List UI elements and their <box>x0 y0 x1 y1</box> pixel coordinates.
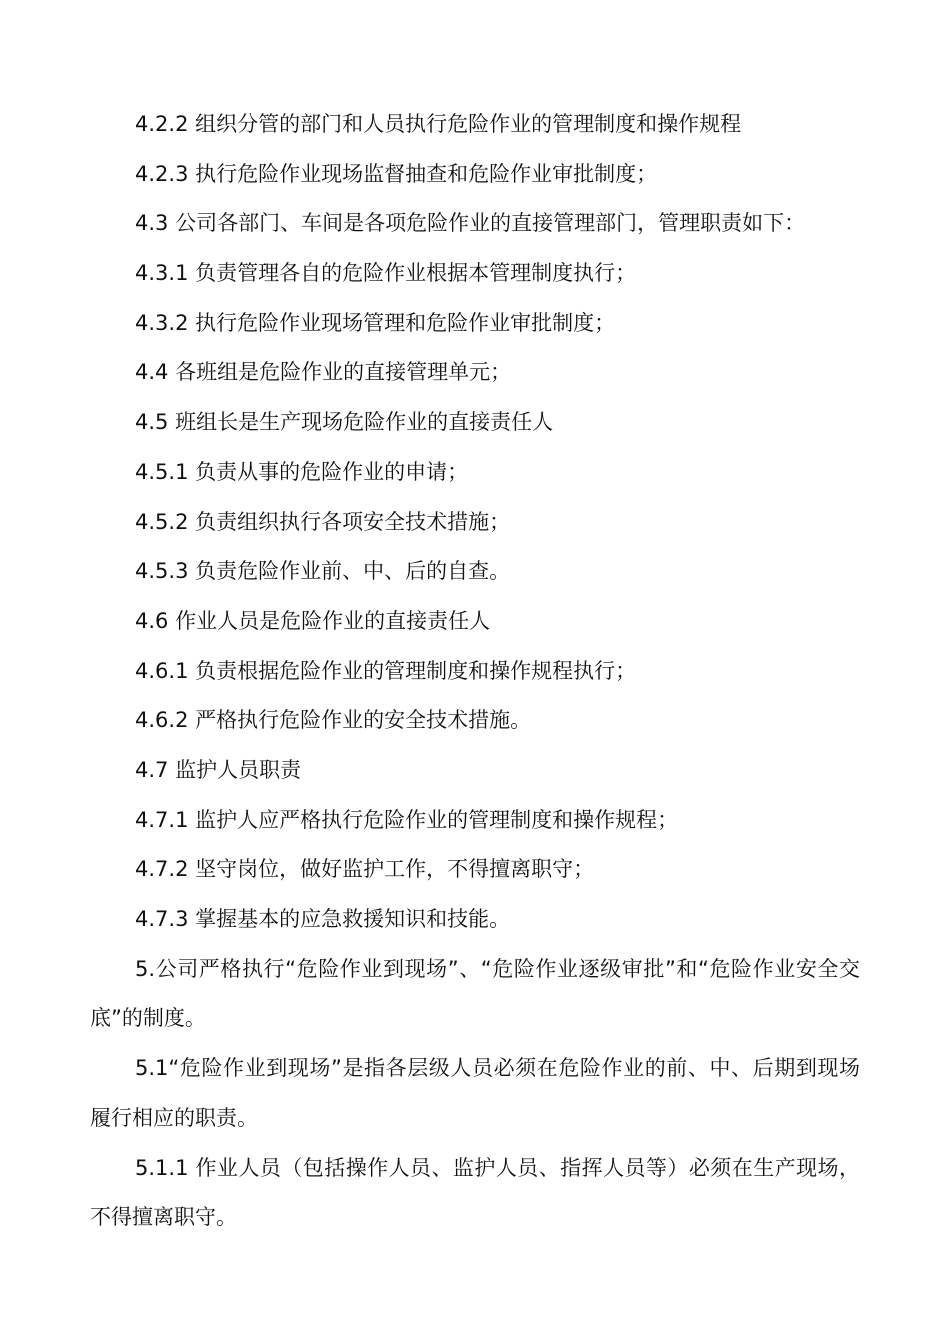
document-body <box>90 100 860 1243</box>
clause-4-7-2: 4.7.2 坚守岗位，做好监护工作，不得擅离职守； <box>135 857 595 882</box>
clause-4-7-3: 4.7.3 掌握基本的应急救援知识和技能。 <box>135 907 511 931</box>
clause-4-7-1: 4.7.1 监护人应严格执行危险作业的管理制度和操作规程； <box>135 807 679 832</box>
clause-4-3-2: 4.3.2 执行危险作业现场管理和危险作业审批制度； <box>135 310 616 335</box>
clause-4-2-3: 4.2.3 执行危险作业现场监督抽查和危险作业审批制度； <box>135 161 658 186</box>
clause-4-5-3: 4.5.3 负责危险作业前、中、后的自查。 <box>135 559 511 584</box>
clause-4-7: 4.7 监护人员职责 <box>135 757 302 782</box>
clause-4-2-2: 4.2.2 组织分管的部门和人员执行危险作业的管理制度和操作规程 <box>135 112 742 136</box>
clause-4-5: 4.5 班组长是生产现场危险作业的直接责任人 <box>135 410 554 435</box>
clause-4-5-2: 4.5.2 负责组织执行各项安全技术措施； <box>135 509 511 534</box>
clause-4-6-2: 4.6.2 严格执行危险作业的安全技术措施。 <box>135 708 532 733</box>
clause-4-3-1: 4.3.1 负责管理各自的危险作业根据本管理制度执行； <box>135 261 637 286</box>
clause-5-1: 5.1“危险作业到现场”是指各层级人员必须在危险作业的前、中、后期到现场履行相应的职责。 <box>90 1056 860 1130</box>
clause-4-6: 4.6 作业人员是危险作业的直接责任人 <box>135 608 491 633</box>
clause-5-1-1: 5.1.1 作业人员（包括操作人员、监护人员、指挥人员等）必须在生产现场，不得擅离职守。 <box>90 1155 860 1230</box>
clause-4-5-1: 4.5.1 负责从事的危险作业的申请； <box>135 459 469 484</box>
clause-4-3: 4.3 公司各部门、车间是各项危险作业的直接管理部门，管理职责如下： <box>135 211 806 236</box>
clause-4-4: 4.4 各班组是危险作业的直接管理单元； <box>135 360 512 385</box>
clause-4-6-1: 4.6.1 负责根据危险作业的管理制度和操作规程执行； <box>135 658 637 683</box>
clause-5: 5.公司严格执行“危险作业到现场”、“危险作业逐级审批”和“危险作业安全交底”的制度。 <box>90 956 860 1031</box>
